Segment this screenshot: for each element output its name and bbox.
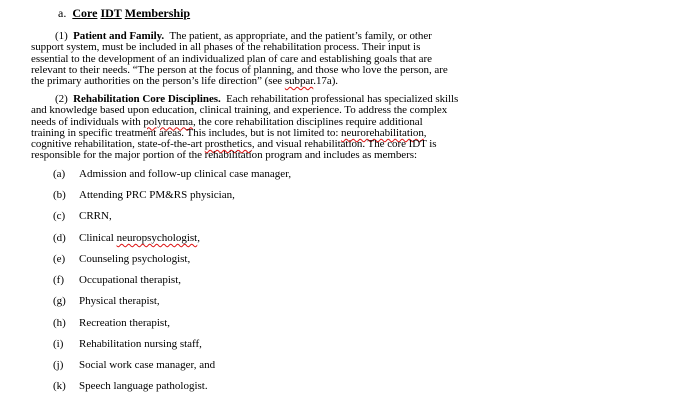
para2-line-2: and knowledge based upon education, clinical training, and experience. To address the complex [31,104,448,117]
spellcheck-word-prosthetics: prosthetics [204,138,252,151]
list-item-text: Social work case manager, and [79,359,216,371]
para1-line-3: essential to the development of an individualized plan of care and establishing goals that are [31,52,432,65]
list-item-text: Recreation therapist, [79,317,171,329]
list-item [53,359,215,372]
list-item [53,189,235,202]
heading-prefix: a. [58,6,67,20]
para2-text-4a: training in specific treatment areas. This includes, but is not limited to: [31,126,342,139]
list-item [53,168,291,181]
para2-line-6: responsible for the major portion of the rehabilitation program and includes as members: [31,149,417,162]
list-item [53,274,181,287]
list-item-label: (d) [53,232,66,244]
paragraph-core-disciplines [31,94,679,162]
list-item-text: Counseling psychologist, [79,253,191,265]
list-item [53,338,202,351]
para1-text-1: The patient, as appropriate, and the patient’s family, or other [169,30,432,42]
para2-text-1: Each rehabilitation professional has specialized skills [226,93,459,105]
para2-text-5c: , and visual rehabilitation. The core IDT is [251,138,437,151]
list-item [53,295,160,308]
list-item-text: Admission and follow-up clinical case manager, [79,168,292,180]
list-item-text: Attending PRC PM&RS physician, [79,189,235,201]
heading-word-idt: IDT [100,6,122,20]
list-item-label: (b) [53,189,66,201]
para1-number: (1) [55,30,68,42]
list-item-label: (g) [53,295,66,307]
list-item-label: (c) [53,210,66,222]
para2-title: Rehabilitation Core Disciplines. [73,93,221,105]
para1-line-4: relevant to their needs. “The person at the focus of planning, and those who love the person, are [31,63,448,76]
list-item-label: (f) [53,274,64,286]
heading-word-core: Core [72,6,98,20]
para1-text-5a: the primary authorities on the person’s life direction” (see [31,75,285,88]
list-item-label: (h) [53,317,66,329]
spellcheck-word-neuropsychologist: neuropsychologist [116,232,198,244]
heading-word-membership: Membership [124,6,191,20]
para1-line-2: support system, must be included in all phases of the rehabilitation process. Their input is [31,41,421,54]
para2-text-4c: , [423,126,427,139]
list-item [53,210,112,223]
list-item-label: (e) [53,253,66,265]
section-heading [58,6,190,20]
list-item-label: (a) [53,168,66,180]
para1-title: Patient and Family. [73,30,165,42]
list-item-text: Speech language pathologist. [79,380,208,392]
list-item-text-post: , [197,232,200,244]
para1-text-5c: .17a). [313,75,339,88]
spellcheck-word-neurorehabilitation: neurorehabilitation [341,126,424,139]
para2-text-3a: needs of individuals with [31,115,144,128]
list-item [53,317,170,330]
list-item-label: (j) [53,359,64,371]
list-item [53,253,190,266]
list-item-text: Rehabilitation nursing staff, [79,338,202,350]
list-item-label: (k) [53,380,66,392]
list-item [53,232,200,245]
list-item-text: Physical therapist, [79,295,160,307]
list-item [53,380,208,393]
paragraph-patient-family [31,31,679,87]
spellcheck-word-polytrauma: polytrauma [143,115,193,128]
spellcheck-word-subpar: subpar [284,75,314,88]
para2-text-5a: cognitive rehabilitation, state-of-the-art [31,138,205,151]
para1-line-5 [31,76,679,87]
list-item-text: Occupational therapist, [79,274,182,286]
list-item-text-pre: Clinical [79,232,117,244]
list-item-label: (i) [53,338,64,350]
list-item-text: CRRN, [79,210,112,222]
para2-number: (2) [55,93,68,105]
para2-text-3c: , the core rehabilitation disciplines require additional [192,115,423,128]
